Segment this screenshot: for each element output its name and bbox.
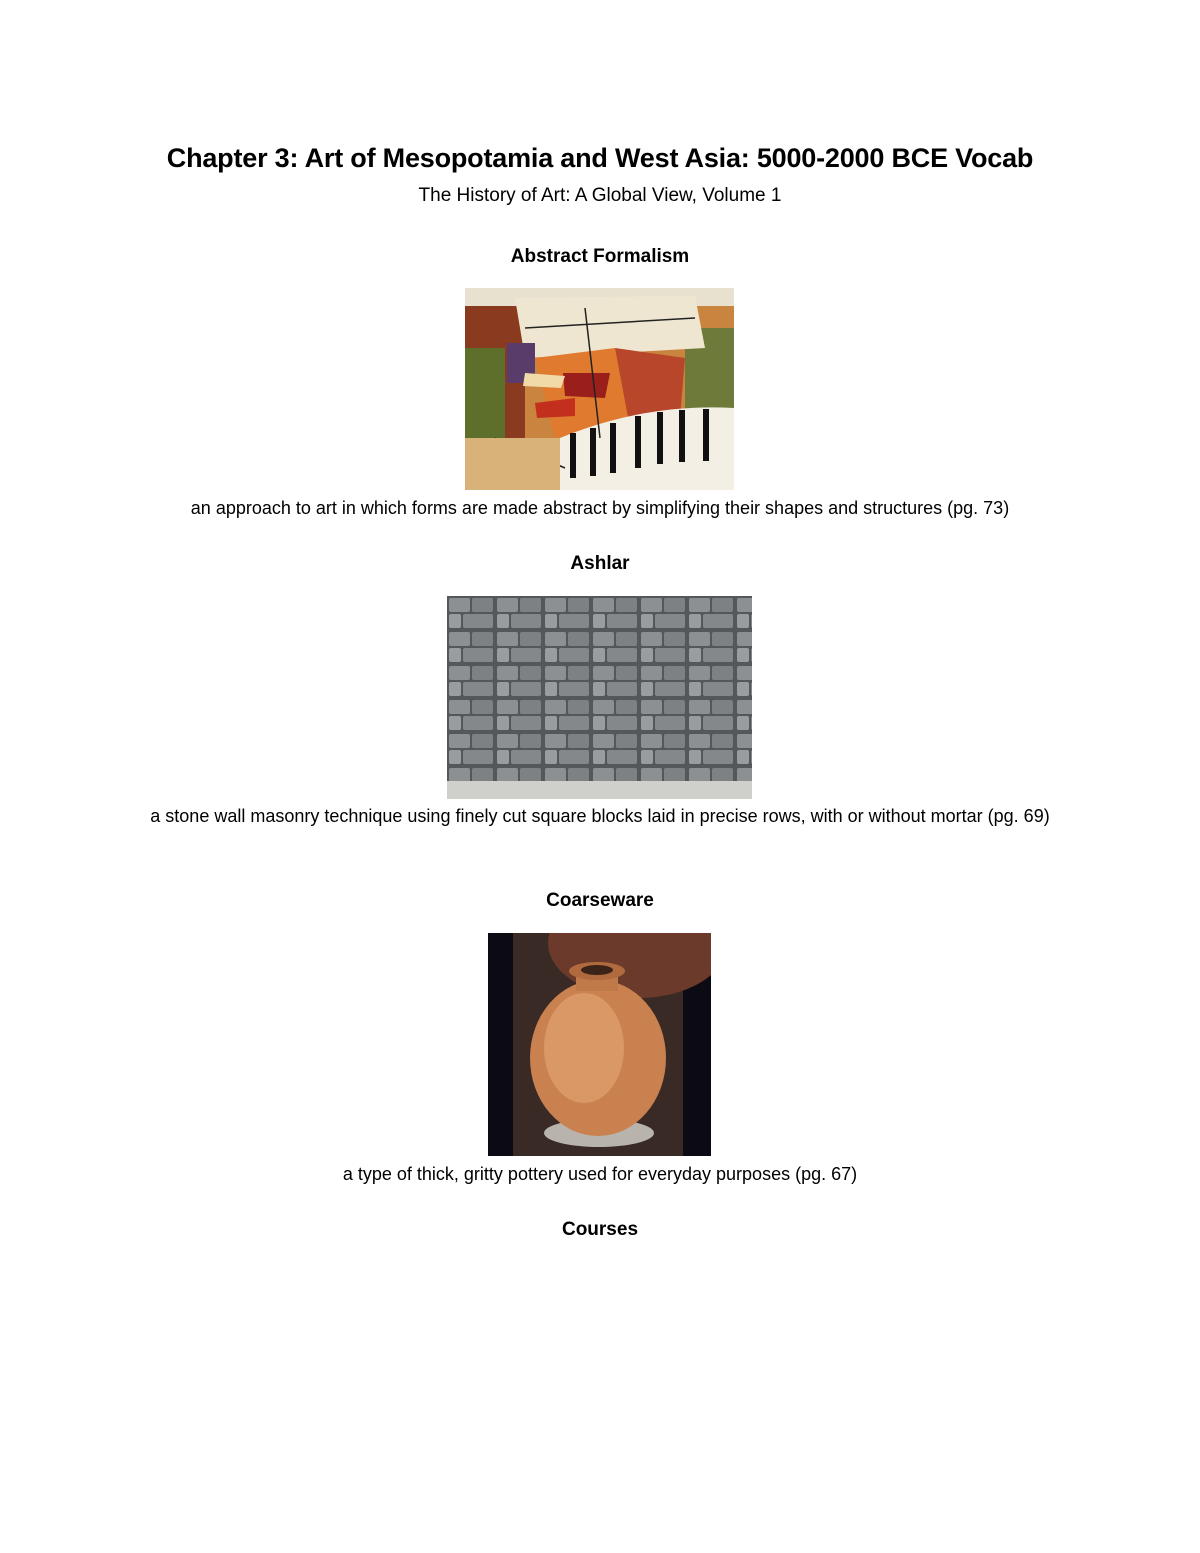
- term-heading-abstract-formalism: Abstract Formalism: [510, 246, 690, 267]
- page-title: Chapter 3: Art of Mesopotamia and West Asia: 5000-2000 BCE Vocab: [166, 143, 1034, 173]
- page-subtitle: The History of Art: A Global View, Volume 1: [418, 185, 782, 206]
- ashlar-wall-image: [447, 596, 752, 799]
- term-heading-ashlar: Ashlar: [570, 553, 630, 574]
- coarseware-pot-image: [488, 933, 711, 1156]
- term-heading-courses: Courses: [561, 1219, 639, 1240]
- definition-abstract-formalism: an approach to art in which forms are made abstract by simplifying their shapes and structures (pg. 73): [190, 498, 1010, 518]
- abstract-painting-image: [465, 288, 734, 490]
- definition-ashlar: a stone wall masonry technique using finely cut square blocks laid in precise rows, with or without mortar (pg. 69): [150, 806, 1050, 826]
- term-heading-coarseware: Coarseware: [546, 890, 654, 911]
- definition-coarseware: a type of thick, gritty pottery used for everyday purposes (pg. 67): [342, 1164, 858, 1184]
